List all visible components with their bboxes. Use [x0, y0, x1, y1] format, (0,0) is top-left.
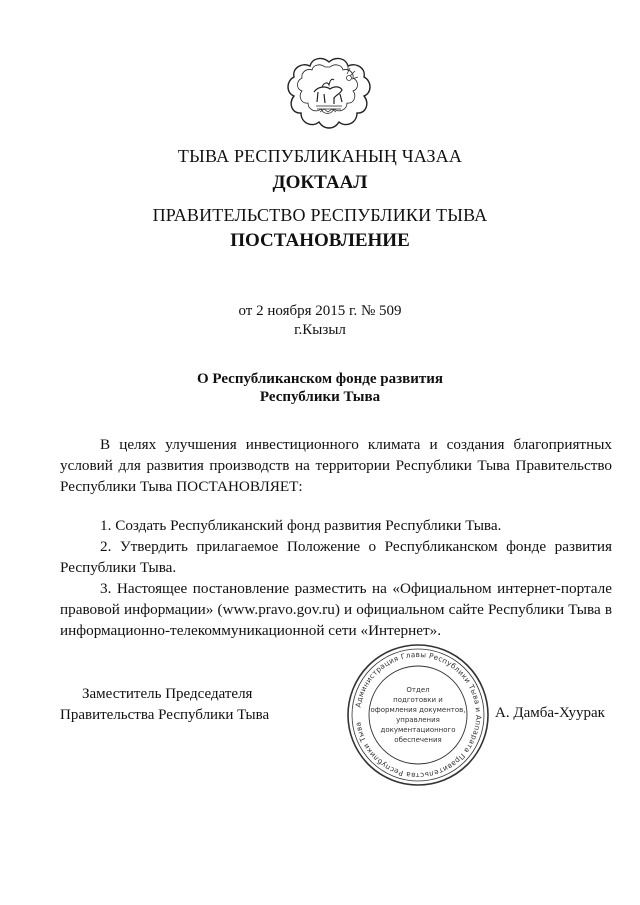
document-title-line1: О Республиканском фонде развития: [196, 371, 444, 387]
tuvan-act-heading: ДОКТААЛ: [272, 172, 368, 193]
signatory-position-line1: Заместитель Председателя: [82, 686, 253, 702]
svg-text:обеспечения: обеспечения: [394, 736, 442, 744]
russian-government-heading: ПРАВИТЕЛЬСТВО РЕСПУБЛИКИ ТЫВА: [152, 205, 488, 225]
resolution-items: [60, 515, 612, 641]
svg-text:документационного: документационного: [380, 726, 456, 734]
signatory-position: [60, 684, 269, 726]
tuva-emblem-icon: [284, 56, 374, 136]
signatory-name: А. Дамба-Хуурак: [495, 705, 605, 721]
preamble-paragraph: В целях улучшения инвестиционного климата и создания благоприятных условий для развития производств на территории Республики Тыва Правительство Республики Тыва ПОСТАНОВЛЯЕТ:: [60, 436, 612, 495]
document-title-line2: Республики Тыва: [259, 389, 381, 405]
document-date-number: от 2 ноября 2015 г. № 509: [238, 303, 402, 319]
official-stamp: [343, 640, 493, 790]
svg-text:Отдел: Отдел: [406, 686, 430, 694]
signatory-position-line2: Правительства Республики Тыва: [60, 707, 270, 723]
svg-text:оформления документов,: оформления документов,: [370, 706, 466, 714]
resolution-item-1: 1. Создать Республиканский фонд развития Республики Тыва.: [100, 517, 502, 534]
resolution-item-2: 2. Утвердить прилагаемое Положение о Республиканском фонде развития Республики Тыва.: [60, 538, 612, 576]
svg-text:подготовки и: подготовки и: [393, 696, 443, 704]
resolution-item-3: 3. Настоящее постановление разместить на «Официальном интернет-портале правовой информации» (www.pravo.gov.ru) и официальном сайте Республики Тыва в информационно-телекоммуникационной сети «Интернет».: [60, 580, 612, 639]
tuvan-government-heading: ТЫВА РЕСПУБЛИКАНЫҢ ЧАЗАА: [177, 146, 463, 166]
document-city: г.Кызыл: [294, 322, 346, 338]
svg-text:управления: управления: [396, 716, 440, 724]
russian-act-heading: ПОСТАНОВЛЕНИЕ: [230, 230, 410, 251]
svg-text:Администрация Главы Республики: Администрация Главы Республики Тыва и Аппарата Правительства Республики Тыва: [353, 649, 484, 781]
